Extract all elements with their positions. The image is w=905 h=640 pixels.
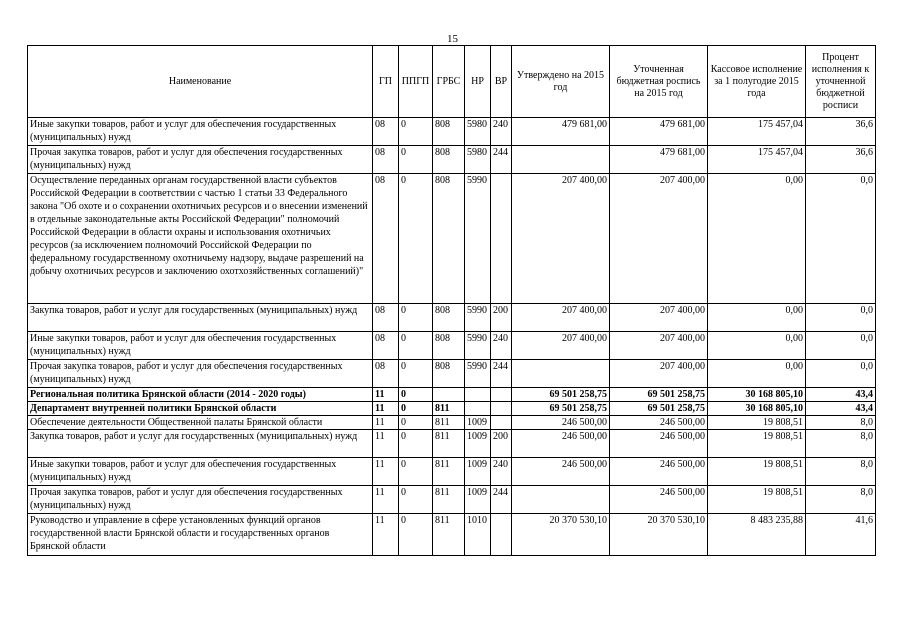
cell-percent: 0,0 <box>806 304 876 332</box>
cell-np <box>465 388 491 402</box>
cell-ppgp: 0 <box>399 402 433 416</box>
cell-approved: 207 400,00 <box>512 332 610 360</box>
cell-approved: 246 500,00 <box>512 416 610 430</box>
cell-vr <box>491 174 512 304</box>
cell-gp: 11 <box>373 514 399 556</box>
cell-executed: 0,00 <box>708 332 806 360</box>
cell-vr: 244 <box>491 486 512 514</box>
cell-grbs: 811 <box>433 514 465 556</box>
cell-np: 5980 <box>465 118 491 146</box>
cell-vr: 240 <box>491 118 512 146</box>
cell-executed: 19 808,51 <box>708 416 806 430</box>
table-row <box>28 304 876 332</box>
cell-gp: 08 <box>373 118 399 146</box>
table-row <box>28 174 876 304</box>
cell-name: Региональная политика Брянской области (2014 - 2020 годы) <box>28 388 373 402</box>
cell-name: Иные закупки товаров, работ и услуг для обеспечения государственных (муниципальных) нужд <box>28 332 373 360</box>
cell-name: Иные закупки товаров, работ и услуг для обеспечения государственных (муниципальных) нужд <box>28 458 373 486</box>
cell-name: Закупка товаров, работ и услуг для государственных (муниципальных) нужд <box>28 304 373 332</box>
cell-executed: 0,00 <box>708 360 806 388</box>
cell-percent: 8,0 <box>806 430 876 458</box>
cell-ppgp: 0 <box>399 332 433 360</box>
cell-executed: 19 808,51 <box>708 486 806 514</box>
cell-refined: 20 370 530,10 <box>610 514 708 556</box>
cell-ppgp: 0 <box>399 118 433 146</box>
cell-ppgp: 0 <box>399 514 433 556</box>
cell-vr <box>491 388 512 402</box>
cell-refined: 246 500,00 <box>610 486 708 514</box>
cell-np: 1009 <box>465 486 491 514</box>
cell-ppgp: 0 <box>399 360 433 388</box>
cell-approved: 69 501 258,75 <box>512 402 610 416</box>
cell-np: 1010 <box>465 514 491 556</box>
cell-np: 5990 <box>465 360 491 388</box>
cell-approved: 246 500,00 <box>512 458 610 486</box>
cell-approved <box>512 486 610 514</box>
table-row <box>28 146 876 174</box>
cell-refined: 246 500,00 <box>610 416 708 430</box>
header-executed: Кассовое исполнение за 1 полугодие 2015 года <box>708 46 806 118</box>
cell-percent: 0,0 <box>806 360 876 388</box>
cell-percent: 8,0 <box>806 458 876 486</box>
cell-vr: 240 <box>491 332 512 360</box>
cell-approved: 207 400,00 <box>512 304 610 332</box>
header-approved: Утверждено на 2015 год <box>512 46 610 118</box>
cell-percent: 36,6 <box>806 146 876 174</box>
cell-gp: 11 <box>373 430 399 458</box>
cell-refined: 246 500,00 <box>610 430 708 458</box>
table-row <box>28 430 876 458</box>
cell-executed: 19 808,51 <box>708 430 806 458</box>
cell-ppgp: 0 <box>399 304 433 332</box>
header-grbs: ГРБС <box>433 46 465 118</box>
cell-executed: 175 457,04 <box>708 146 806 174</box>
cell-percent: 0,0 <box>806 174 876 304</box>
table-row <box>28 458 876 486</box>
table-row <box>28 388 876 402</box>
cell-np: 5990 <box>465 304 491 332</box>
cell-refined: 246 500,00 <box>610 458 708 486</box>
cell-gp: 08 <box>373 174 399 304</box>
cell-vr <box>491 416 512 430</box>
cell-name: Прочая закупка товаров, работ и услуг для обеспечения государственных (муниципальных) нужд <box>28 486 373 514</box>
cell-refined: 207 400,00 <box>610 332 708 360</box>
cell-name: Иные закупки товаров, работ и услуг для обеспечения государственных (муниципальных) нужд <box>28 118 373 146</box>
cell-np: 5980 <box>465 146 491 174</box>
cell-executed: 30 168 805,10 <box>708 402 806 416</box>
cell-refined: 479 681,00 <box>610 146 708 174</box>
cell-ppgp: 0 <box>399 430 433 458</box>
cell-grbs: 811 <box>433 402 465 416</box>
cell-refined: 207 400,00 <box>610 360 708 388</box>
table-header-row <box>28 46 876 118</box>
cell-ppgp: 0 <box>399 146 433 174</box>
cell-vr <box>491 402 512 416</box>
cell-gp: 08 <box>373 332 399 360</box>
cell-np: 1009 <box>465 416 491 430</box>
cell-grbs: 808 <box>433 304 465 332</box>
cell-vr: 200 <box>491 304 512 332</box>
cell-percent: 43,4 <box>806 388 876 402</box>
cell-executed: 0,00 <box>708 174 806 304</box>
cell-approved: 246 500,00 <box>512 430 610 458</box>
cell-executed: 0,00 <box>708 304 806 332</box>
cell-refined: 69 501 258,75 <box>610 402 708 416</box>
cell-vr <box>491 514 512 556</box>
cell-ppgp: 0 <box>399 416 433 430</box>
cell-np: 1009 <box>465 458 491 486</box>
cell-gp: 08 <box>373 360 399 388</box>
cell-grbs: 811 <box>433 416 465 430</box>
cell-approved: 207 400,00 <box>512 174 610 304</box>
table-row <box>28 332 876 360</box>
cell-name: Руководство и управление в сфере установленных функций органов государственной власти Брянской области и государственных органов Брянской области <box>28 514 373 556</box>
table-row <box>28 514 876 556</box>
cell-percent: 8,0 <box>806 486 876 514</box>
cell-name: Департамент внутренней политики Брянской области <box>28 402 373 416</box>
cell-grbs: 808 <box>433 332 465 360</box>
header-vr: ВР <box>491 46 512 118</box>
cell-grbs: 808 <box>433 146 465 174</box>
cell-gp: 08 <box>373 304 399 332</box>
header-np: НР <box>465 46 491 118</box>
cell-percent: 43,4 <box>806 402 876 416</box>
cell-vr: 244 <box>491 146 512 174</box>
cell-gp: 11 <box>373 416 399 430</box>
cell-approved: 479 681,00 <box>512 118 610 146</box>
cell-vr: 240 <box>491 458 512 486</box>
header-percent: Процент исполнения к уточненной бюджетной росписи <box>806 46 876 118</box>
cell-np <box>465 402 491 416</box>
header-ppgp: ППГП <box>399 46 433 118</box>
cell-name: Прочая закупка товаров, работ и услуг для обеспечения государственных (муниципальных) нужд <box>28 360 373 388</box>
cell-gp: 11 <box>373 486 399 514</box>
cell-approved: 69 501 258,75 <box>512 388 610 402</box>
table-row <box>28 402 876 416</box>
cell-vr: 200 <box>491 430 512 458</box>
cell-percent: 0,0 <box>806 332 876 360</box>
table-row <box>28 360 876 388</box>
cell-name: Обеспечение деятельности Общественной палаты Брянской области <box>28 416 373 430</box>
table-row <box>28 416 876 430</box>
cell-executed: 19 808,51 <box>708 458 806 486</box>
cell-grbs: 811 <box>433 458 465 486</box>
cell-percent: 8,0 <box>806 416 876 430</box>
cell-name: Прочая закупка товаров, работ и услуг для обеспечения государственных (муниципальных) нужд <box>28 146 373 174</box>
table-row <box>28 118 876 146</box>
cell-gp: 11 <box>373 402 399 416</box>
cell-grbs: 811 <box>433 430 465 458</box>
cell-refined: 69 501 258,75 <box>610 388 708 402</box>
cell-refined: 479 681,00 <box>610 118 708 146</box>
cell-name: Закупка товаров, работ и услуг для государственных (муниципальных) нужд <box>28 430 373 458</box>
cell-approved: 20 370 530,10 <box>512 514 610 556</box>
cell-approved <box>512 146 610 174</box>
header-name: Наименование <box>28 46 373 118</box>
header-refined: Уточненная бюджетная роспись на 2015 год <box>610 46 708 118</box>
cell-grbs <box>433 388 465 402</box>
cell-gp: 11 <box>373 388 399 402</box>
cell-gp: 08 <box>373 146 399 174</box>
cell-name: Осуществление переданных органам государственной власти субъектов Российской Федерации в соответствии с частью 1 статьи 33 Федерального закона "Об охоте и о сохранении охотничьих ресурсов и о внесении изменений в отдельные законодательные акты Российской Федерации" полномочий Российской Федерации в области охраны и использования охотничьих ресурсов (за исключением полномочий Российской Федерации по федеральному государственному охотничьему надзору, выдаче разрешений на добычу охотничьих ресурсов и заключению охотхозяйственных соглашений)" <box>28 174 373 304</box>
cell-refined: 207 400,00 <box>610 174 708 304</box>
cell-percent: 36,6 <box>806 118 876 146</box>
cell-executed: 175 457,04 <box>708 118 806 146</box>
table-row <box>28 486 876 514</box>
page-number: 15 <box>447 33 458 45</box>
cell-gp: 11 <box>373 458 399 486</box>
cell-executed: 8 483 235,88 <box>708 514 806 556</box>
cell-grbs: 808 <box>433 360 465 388</box>
cell-np: 1009 <box>465 430 491 458</box>
cell-grbs: 811 <box>433 486 465 514</box>
cell-grbs: 808 <box>433 174 465 304</box>
cell-np: 5990 <box>465 174 491 304</box>
cell-ppgp: 0 <box>399 486 433 514</box>
cell-approved <box>512 360 610 388</box>
cell-np: 5990 <box>465 332 491 360</box>
budget-execution-table <box>27 45 876 556</box>
cell-vr: 244 <box>491 360 512 388</box>
cell-refined: 207 400,00 <box>610 304 708 332</box>
header-gp: ГП <box>373 46 399 118</box>
cell-executed: 30 168 805,10 <box>708 388 806 402</box>
cell-ppgp: 0 <box>399 174 433 304</box>
cell-grbs: 808 <box>433 118 465 146</box>
cell-percent: 41,6 <box>806 514 876 556</box>
cell-ppgp: 0 <box>399 388 433 402</box>
cell-ppgp: 0 <box>399 458 433 486</box>
